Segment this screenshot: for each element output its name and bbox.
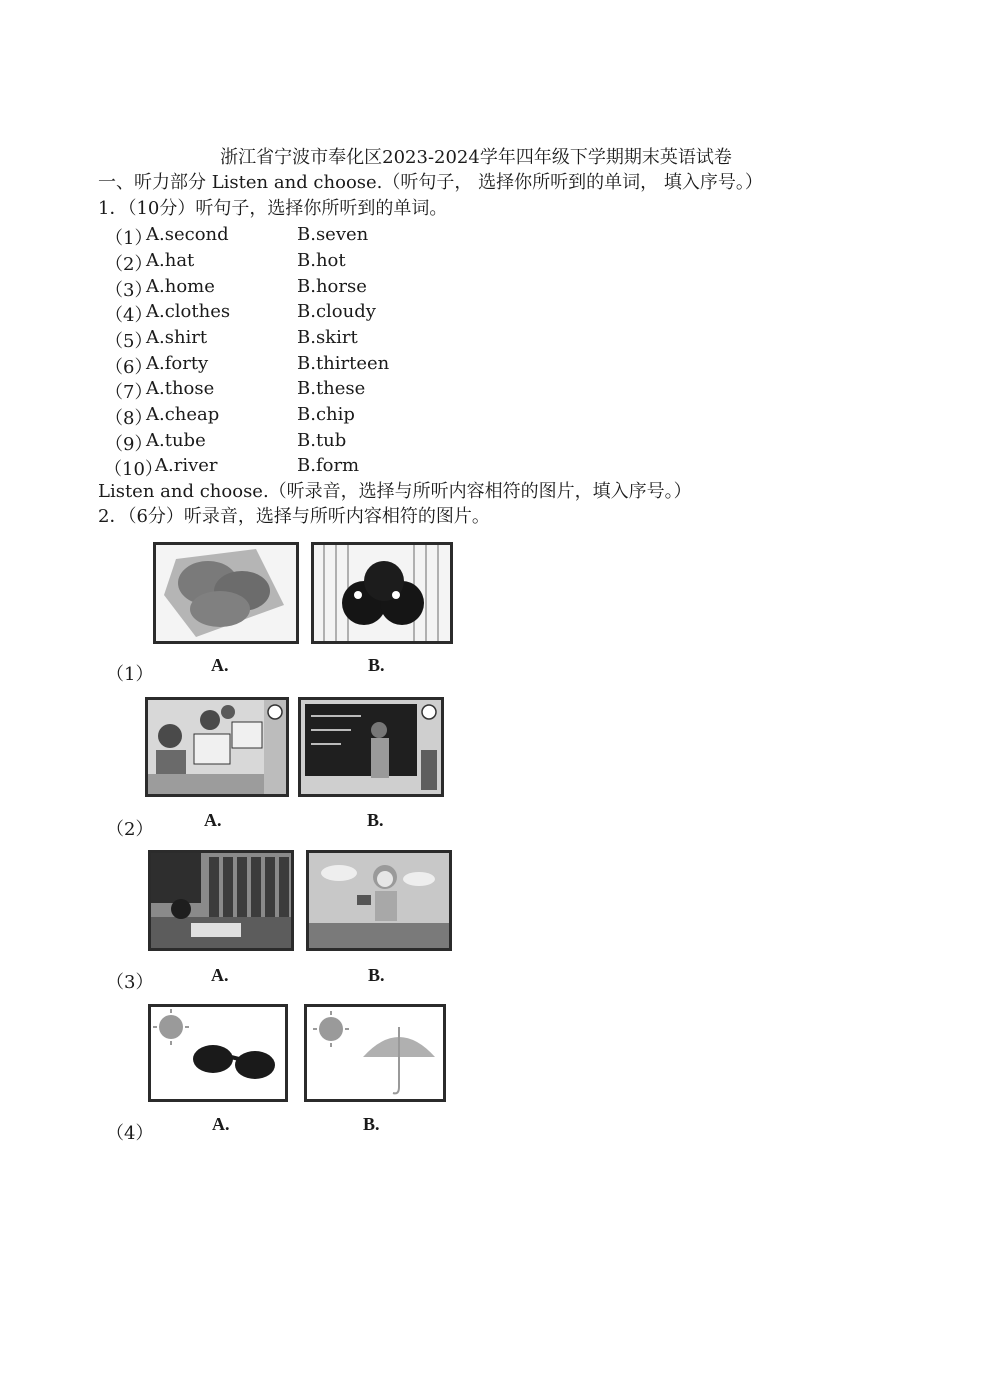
option-b: B.these — [297, 378, 366, 399]
option-a: A.second — [146, 224, 229, 245]
picture-item-number: （3） — [106, 972, 154, 993]
option-a: A.those — [146, 378, 215, 399]
option-b-label: B. — [363, 1114, 380, 1134]
item-number: （8） — [105, 408, 153, 429]
sunglasses-image — [148, 1004, 288, 1102]
option-b: B.skirt — [297, 327, 358, 348]
question-1-heading: 1．（10分）听句子，选择你所听到的单词。 — [98, 198, 448, 219]
option-a-label: A. — [204, 810, 222, 830]
option-b: B.thirteen — [297, 353, 390, 374]
option-b: B.form — [297, 455, 360, 476]
item-number: （2） — [105, 254, 153, 275]
option-b: B.chip — [297, 404, 355, 425]
option-b-label: B. — [367, 810, 384, 830]
option-b: B.horse — [297, 276, 367, 297]
option-b-label: B. — [368, 655, 385, 675]
item-number: （7） — [105, 382, 153, 403]
item-number: （3） — [105, 280, 153, 301]
umbrella-image — [304, 1004, 446, 1102]
picture-item-number: （4） — [106, 1123, 154, 1144]
item-number: （4） — [105, 305, 153, 326]
potatoes-image — [153, 542, 299, 644]
section-listening-heading: 一、听力部分 Listen and choose.（听句子， 选择你所听到的单词， 填入序号。） — [98, 172, 763, 193]
option-a: A.clothes — [146, 301, 231, 322]
option-a-label: A. — [212, 1114, 230, 1134]
option-a: A.hat — [146, 250, 195, 271]
item-number: （1） — [105, 228, 153, 249]
option-b: B.cloudy — [297, 301, 376, 322]
teacher-classroom-image — [298, 697, 444, 797]
section-picture-heading: Listen and choose.（听录音，选择与所听内容相符的图片，填入序号。） — [98, 481, 692, 502]
option-a-label: A. — [211, 655, 229, 675]
question-2-heading: 2．（6分）听录音，选择与所听内容相符的图片。 — [98, 506, 490, 527]
option-a: A.tube — [146, 430, 206, 451]
option-a: A.shirt — [146, 327, 208, 348]
option-b: B.hot — [297, 250, 346, 271]
option-b: B.tub — [297, 430, 347, 451]
item-number: （5） — [105, 331, 153, 352]
option-a: A.cheap — [146, 404, 220, 425]
tomatoes-image — [311, 542, 453, 644]
girl-watering-garden-image — [306, 850, 452, 951]
item-number: （6） — [105, 357, 153, 378]
option-b: B.seven — [297, 224, 369, 245]
option-a-label: A. — [211, 965, 229, 985]
library-image — [148, 850, 294, 951]
option-b-label: B. — [368, 965, 385, 985]
picture-item-number: （2） — [106, 819, 154, 840]
picture-item-number: （1） — [106, 664, 154, 685]
option-a: A.forty — [146, 353, 209, 374]
page-title: 浙江省宁波市奉化区2023-2024学年四年级下学期期末英语试卷 — [220, 147, 732, 168]
option-a: A.river — [155, 455, 218, 476]
item-number: （9） — [105, 434, 153, 455]
item-number: （10） — [104, 459, 163, 480]
computer-room-image — [145, 697, 289, 797]
option-a: A.home — [146, 276, 215, 297]
